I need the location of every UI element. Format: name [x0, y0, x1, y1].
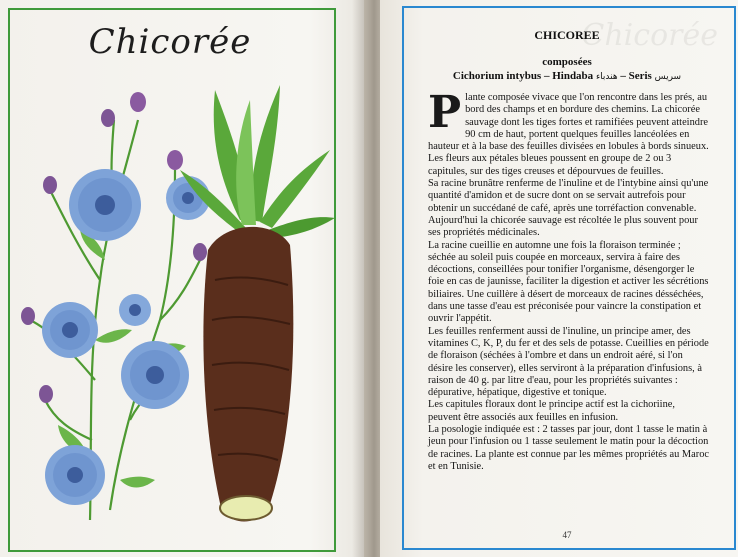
chicory-illustration [10, 80, 340, 530]
paragraph: La posologie indiquée est : 2 tasses par jour, dont 1 tasse le matin à jeun pour l'infusion ou 1 tasse seulement le matin pour la décoction de racines. La plante est connue par les mêmes propriétés au Maroc et en Tunisie. [428, 424, 710, 472]
paragraph: Sa racine brunâtre renferme de l'inuline et de l'intybine ainsi qu'une quantité d'amidon et de sucre dont on se servait autrefois pour obtenir un succédané de café, après une torréfaction convenable. Aujourd'hui la chicorée sauvage est récoltée le plus souvent pour ses propriétés médicinales. [428, 178, 709, 239]
entry-body [428, 87, 710, 473]
arabic-name-1: هندباء [595, 72, 618, 82]
arabic-name-2: سريس [654, 72, 682, 82]
left-page [0, 0, 364, 557]
blue-flowers [42, 169, 210, 505]
show-through-title: Chicorée [581, 18, 718, 53]
paragraph: Les capitules floraux dont le principe actif est la cichoriine, peuvent être associés aux feuilles en infusion. [428, 399, 675, 423]
paragraph: Les feuilles renferment aussi de l'inuline, un principe amer, des vitamines C, K, P, du fer et des sels de potasse. Cueillies en période de floraison (séchées à l'ombre et dans un endroit aéré, si l'on désire les conserver), elles serviront à la préparation d'infusions, à raison de 40 g. par litre d'eau, pour les propriétés suivantes : dépurative, hépatique, digestive et tonique. [428, 325, 709, 399]
right-page [380, 0, 738, 557]
root-leaves [180, 85, 335, 238]
plant-title: Chicorée [88, 22, 252, 62]
paragraph: La racine cueillie en automne une fois la floraison terminée ; séchée au soleil puis coupée en morceaux, servira à faire des décoctions, conseillées pour tonifier l'organisme, désengorger le foie en cas de jaunisse, faciliter la digestion et activer les sécrétions biliaires. Une cuillère à désert de morceaux de racines désséchées, dans une tasse d'eau est préconisée pour vaincre la constipation et ouvrir l'appétit. [428, 239, 709, 325]
paragraph: lante composée vivace que l'on rencontre dans les prés, au bord des champs et en bordure des chemins. La chicorée sauvage dont les tiges fortes et ramifiées peuvent atteindre 90 cm de haut, portent quelques feuilles lancéolées en hauteur et à la base des feuilles divisées en lobules à bords sinueux. Les fleurs aux pétales bleues poussent en groupe de 2 ou 3 capitules, sur des tiges creuses et dépourvues de feuilles. [428, 92, 709, 177]
page-number: 47 [562, 530, 572, 540]
name-separator: – Seris [620, 70, 652, 82]
entry-heading: CHICOREE [534, 28, 600, 42]
latin-name: Cichorium intybus – Hindaba [452, 70, 594, 82]
plant-names [402, 70, 732, 82]
drop-cap: P [428, 87, 462, 138]
chicory-root [203, 227, 293, 522]
plant-family: composées [542, 56, 592, 68]
